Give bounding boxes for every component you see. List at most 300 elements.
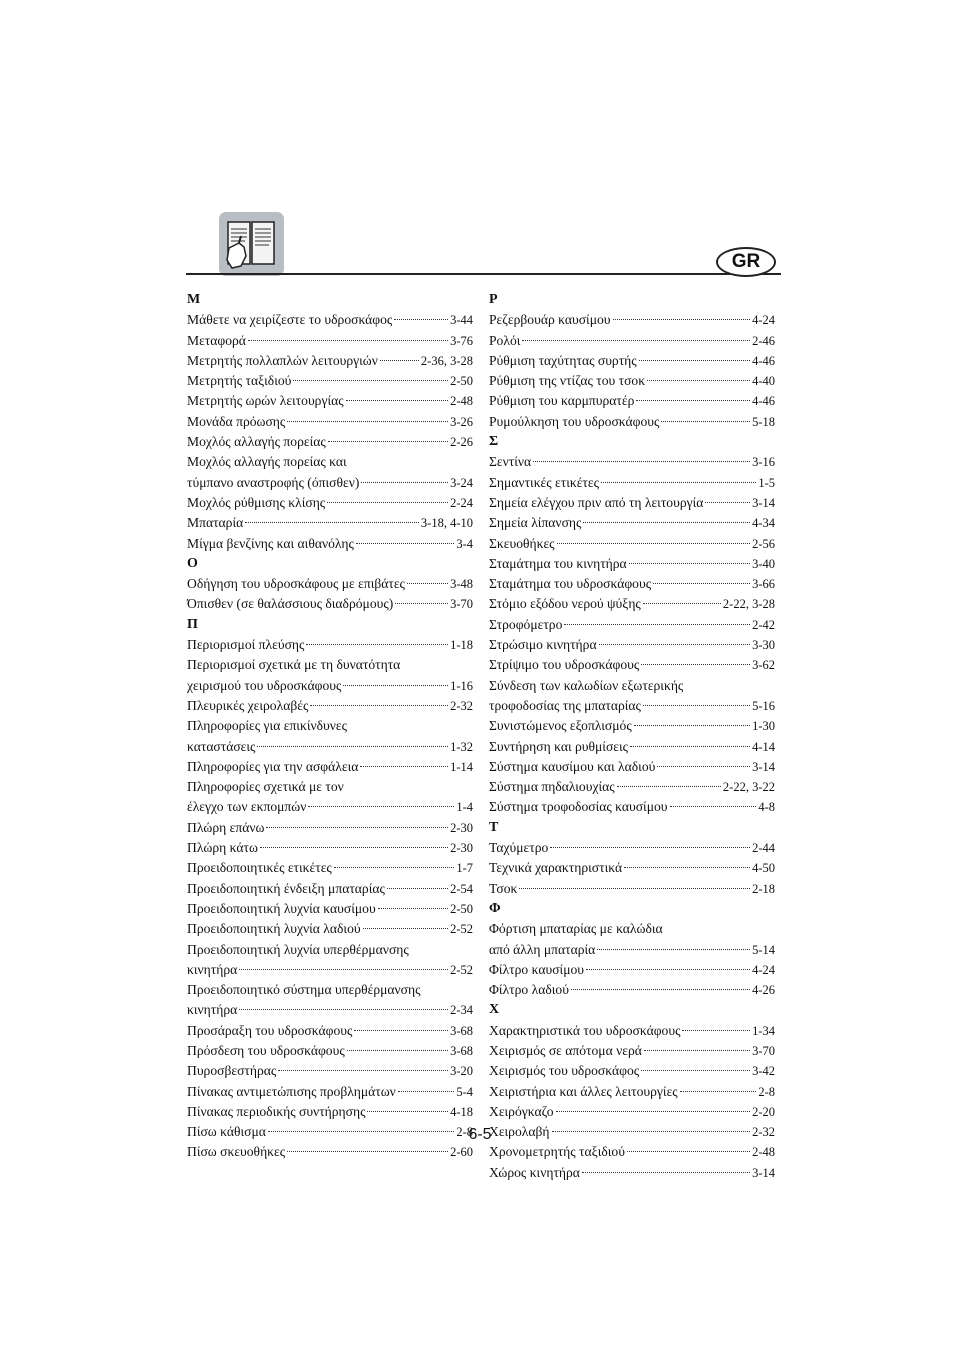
index-entry — [489, 310, 775, 330]
index-entry-text: Προειδοποιητικές ετικέτες — [187, 860, 332, 876]
index-entry-page: 4-24 — [752, 313, 775, 328]
dot-leader — [334, 867, 455, 868]
dot-leader — [670, 806, 757, 807]
dot-leader — [356, 543, 454, 544]
index-entry-page: 5-16 — [752, 698, 775, 713]
index-entry-text: Προειδοποιητική λυχνία καυσίμου — [187, 900, 376, 916]
index-entry-page: 2-36, 3-28 — [420, 353, 473, 368]
index-entry-page: 2-56 — [752, 536, 775, 551]
index-section-letter: Φ — [489, 900, 501, 916]
index-entry-text: Πίσω κάθισμα — [187, 1124, 266, 1140]
index-entry-page: 3-68 — [450, 1023, 473, 1038]
index-entry — [187, 1102, 473, 1122]
index-entry-text: τύμπανο αναστροφής (όπισθεν) — [187, 474, 360, 490]
index-entry — [187, 493, 473, 513]
index-entry — [489, 919, 775, 939]
dot-leader — [647, 380, 750, 381]
dot-leader — [394, 319, 448, 320]
index-entry-text: Μοχλός αλλαγής πορείας — [187, 434, 326, 450]
index-entry-text: Συνιστώμενος εξοπλισμός — [489, 718, 632, 734]
index-entry-page: 1-5 — [758, 475, 775, 490]
index-section-letter: T — [489, 819, 499, 835]
index-section-letter: O — [187, 555, 198, 571]
index-entry-page: 2-52 — [450, 962, 473, 977]
dot-leader — [661, 421, 750, 422]
index-entry — [489, 757, 775, 777]
index-entry-text: Χειρολαβή — [489, 1124, 550, 1140]
index-entry-text: Σημεία ελέγχου πριν από τη λειτουργία — [489, 494, 704, 510]
dot-leader — [597, 949, 750, 950]
index-entry — [187, 371, 473, 391]
index-entry — [187, 594, 473, 614]
index-entry-text: Περιορισμοί πλεύσης — [187, 637, 305, 653]
index-entry-text: Προσάραξη του υδροσκάφους — [187, 1022, 353, 1038]
dot-leader — [630, 746, 750, 747]
index-entry-page: 2-26 — [450, 435, 473, 450]
dot-leader — [583, 522, 750, 523]
index-entry — [489, 1102, 775, 1122]
index-entry-page: 3-40 — [752, 556, 775, 571]
index-entry-text: Ρύθμιση του καρμπυρατέρ — [489, 393, 635, 409]
dot-leader — [629, 563, 750, 564]
index-entry-page: 1-14 — [450, 759, 473, 774]
dot-leader — [306, 644, 448, 645]
index-entry-text: Σύστημα καυσίμου και λαδιού — [489, 758, 656, 774]
index-entry — [187, 412, 473, 432]
index-entry-text: Σταμάτημα του κινητήρα — [489, 555, 627, 571]
dot-leader — [550, 847, 750, 848]
index-entry-text: Πλευρικές χειρολαβές — [187, 697, 309, 713]
index-entry — [489, 1082, 775, 1102]
index-entry-page: 1-4 — [456, 800, 473, 815]
dot-leader — [367, 1111, 448, 1112]
index-entry-text: Σύνδεση των καλωδίων εξωτερικής — [489, 677, 684, 693]
dot-leader — [287, 1151, 448, 1152]
index-entry — [187, 473, 473, 493]
index-entry-page: 5-18 — [752, 414, 775, 429]
dot-leader — [624, 867, 750, 868]
index-entry — [187, 1061, 473, 1081]
index-entry-text: Όπισθεν (σε θαλάσσιους διαδρόμους) — [187, 596, 394, 612]
index-entry — [187, 655, 473, 675]
header-rule — [186, 273, 781, 275]
index-entry — [489, 351, 775, 371]
index-entry-text: Ρυμούλκηση του υδροσκάφους — [489, 413, 660, 429]
index-entry-text: Πίνακας αντιμετώπισης προβλημάτων — [187, 1083, 396, 1099]
index-entry-text: Χειρισμός σε απότομα νερά — [489, 1042, 642, 1058]
index-entry-text: Σημαντικές ετικέτες — [489, 474, 599, 490]
index-entry-text: Στροφόμετρο — [489, 616, 563, 632]
dot-leader — [533, 461, 750, 462]
index-entry-text: Φόρτιση μπαταρίας με καλώδια — [489, 921, 663, 937]
index-entry — [187, 432, 473, 452]
index-entry-page: 3-18, 4-10 — [420, 516, 473, 531]
index-entry — [187, 757, 473, 777]
index-entry-text: Στρίψιμο του υδροσκάφους — [489, 657, 640, 673]
index-entry — [489, 452, 775, 472]
index-entry — [489, 1142, 775, 1162]
index-entry-page: 3-14 — [752, 759, 775, 774]
index-entry-text: Οδήγηση του υδροσκάφους με επιβάτες — [187, 576, 405, 592]
index-entry-page: 4-26 — [752, 983, 775, 998]
dot-leader — [639, 360, 750, 361]
index-entry-text: Χώρος κινητήρα — [489, 1164, 580, 1180]
index-section-letter: Σ — [489, 434, 499, 450]
index-entry — [187, 310, 473, 330]
index-entry-text: έλεγχο των εκπομπών — [187, 799, 307, 815]
index-entry-text: κινητήρα — [187, 1002, 238, 1018]
index-entry-text: Πίσω σκευοθήκες — [187, 1144, 286, 1160]
index-entry-text: Στόμιο εξόδου νερού ψύξης — [489, 596, 641, 612]
index-entry — [489, 655, 775, 675]
index-entry-page: 2-60 — [450, 1145, 473, 1160]
index-entry-page: 2-30 — [450, 820, 473, 835]
dot-leader — [627, 1151, 750, 1152]
index-entry-page: 3-44 — [450, 313, 473, 328]
dot-leader — [522, 340, 750, 341]
dot-leader — [571, 989, 750, 990]
index-entry-text: Προειδοποιητική λυχνία υπερθέρμανσης — [187, 941, 409, 957]
index-entry — [489, 838, 775, 858]
index-entry — [187, 391, 473, 411]
index-entry-text: Σύστημα πηδαλιουχίας — [489, 779, 615, 795]
index-entry-text: Μάθετε να χειρίζεστε το υδροσκάφος — [187, 312, 393, 328]
index-entry-page: 3-16 — [752, 455, 775, 470]
dot-leader — [266, 827, 448, 828]
index-entry-page: 2-8 — [758, 1084, 775, 1099]
index-entry-page: 4-18 — [450, 1104, 473, 1119]
index-entry-text: κινητήρα — [187, 961, 238, 977]
index-entry-text: Πλώρη επάνω — [187, 819, 265, 835]
index-entry-page: 2-48 — [450, 394, 473, 409]
index-entry-text: Προειδοποιητική ένδειξη μπαταρίας — [187, 880, 385, 896]
index-entry — [489, 554, 775, 574]
index-entry — [187, 1041, 473, 1061]
index-entry-page: 3-24 — [450, 475, 473, 490]
dot-leader — [260, 847, 448, 848]
index-entry — [187, 716, 473, 736]
index-entry — [489, 493, 775, 513]
index-entry — [489, 676, 775, 696]
dot-leader — [657, 766, 750, 767]
index-entry — [187, 737, 473, 757]
index-entry-page: 2-34 — [450, 1003, 473, 1018]
index-entry — [187, 919, 473, 939]
index-entry — [489, 1163, 775, 1183]
index-entry — [187, 513, 473, 533]
dot-leader — [293, 380, 448, 381]
index-entry-page: 2-44 — [752, 841, 775, 856]
index-entry — [489, 412, 775, 432]
index-entry-page: 2-50 — [450, 374, 473, 389]
index-entry-text: Μετρητής ωρών λειτουργίας — [187, 393, 344, 409]
dot-leader — [643, 603, 721, 604]
index-entry-text: Τσοκ — [489, 880, 518, 896]
dot-leader — [705, 502, 750, 503]
index-section-letter: M — [187, 292, 201, 307]
index-entry-page: 3-20 — [450, 1064, 473, 1079]
index-section-letter: P — [489, 292, 498, 307]
index-entry-page: 1-7 — [456, 861, 473, 876]
index-entry-text: Μοχλός αλλαγής πορείας και — [187, 454, 347, 470]
dot-leader — [557, 543, 751, 544]
index-entry-page: 5-14 — [752, 942, 775, 957]
index-entry-text: καταστάσεις — [187, 738, 256, 754]
index-entry-page: 1-16 — [450, 678, 473, 693]
index-entry-page: 2-46 — [752, 333, 775, 348]
index-entry-page: 1-18 — [450, 638, 473, 653]
dot-leader — [287, 421, 448, 422]
index-entry-page: 3-70 — [450, 597, 473, 612]
dot-leader — [641, 664, 750, 665]
index-entry-page: 3-48 — [450, 577, 473, 592]
index-entry — [489, 615, 775, 635]
index-entry-page: 3-62 — [752, 658, 775, 673]
index-entry — [489, 1061, 775, 1081]
index-entry-page: 2-8 — [456, 1125, 473, 1140]
dot-leader — [363, 928, 448, 929]
dot-leader — [387, 888, 448, 889]
index-entry-page: 2-18 — [752, 881, 775, 896]
index-entry-page: 2-22, 3-22 — [722, 780, 775, 795]
index-entry-page: 3-30 — [752, 638, 775, 653]
index-entry-page: 2-42 — [752, 617, 775, 632]
index-entry-text: Μοχλός ρύθμισης κλίσης — [187, 494, 326, 510]
index-entry-text: Πληροφορίες για την ασφάλεια — [187, 758, 359, 774]
dot-leader — [380, 360, 419, 361]
dot-leader — [346, 400, 448, 401]
index-entry-page: 2-50 — [450, 901, 473, 916]
index-entry-page: 4-46 — [752, 353, 775, 368]
index-entry-page: 2-30 — [450, 841, 473, 856]
index-entry — [187, 534, 473, 554]
index-entry-text: Μίγμα βενζίνης και αιθανόλης — [187, 535, 354, 551]
dot-leader — [636, 400, 750, 401]
index-entry-page: 3-14 — [752, 1165, 775, 1180]
index-entry-text: Ρεζερβουάρ καυσίμου — [489, 312, 611, 328]
index-entry-text: Περιορισμοί σχετικά με τη δυνατότητα — [187, 657, 401, 673]
index-section-letter: Π — [187, 616, 198, 632]
dot-leader — [634, 725, 750, 726]
index-entry-page: 4-24 — [752, 962, 775, 977]
index-entry-text: Προειδοποιητικό σύστημα υπερθέρμανσης — [187, 982, 421, 998]
index-column-right — [489, 290, 775, 1183]
index-entry — [187, 940, 473, 960]
dot-leader — [343, 685, 448, 686]
index-entry-text: Συντήρηση και ρυθμίσεις — [489, 738, 629, 754]
dot-leader — [586, 969, 750, 970]
dot-leader — [398, 1091, 455, 1092]
index-entry — [489, 594, 775, 614]
index-entry — [187, 1000, 473, 1020]
dot-leader — [617, 786, 721, 787]
dot-leader — [644, 1050, 750, 1051]
language-badge: GR — [716, 247, 776, 277]
index-entry — [187, 980, 473, 1000]
index-entry — [489, 635, 775, 655]
index-entry — [187, 1142, 473, 1162]
index-entry-text: Σεντίνα — [489, 454, 532, 470]
dot-leader — [653, 583, 750, 584]
index-entry — [489, 797, 775, 817]
dot-leader — [599, 644, 751, 645]
index-entry — [187, 574, 473, 594]
dot-leader — [361, 482, 448, 483]
dot-leader — [407, 583, 448, 584]
dot-leader — [360, 766, 448, 767]
index-entry-text: Χαρακτηριστικά του υδροσκάφους — [489, 1022, 681, 1038]
index-entry-text: Μεταφορά — [187, 332, 246, 348]
index-entry-page: 1-30 — [752, 719, 775, 734]
index-entry — [489, 391, 775, 411]
index-entry — [489, 879, 775, 899]
index-entry-text: τροφοδοσίας της μπαταρίας — [489, 697, 641, 713]
index-entry-page: 4-46 — [752, 394, 775, 409]
index-entry-text: Φίλτρο λαδιού — [489, 982, 569, 998]
index-entry-page: 3-14 — [752, 495, 775, 510]
index-entry-text: Μπαταρία — [187, 515, 244, 531]
dot-leader — [680, 1091, 757, 1092]
index-entry-page: 4-8 — [758, 800, 775, 815]
dot-leader — [239, 1009, 448, 1010]
index-entry — [489, 960, 775, 980]
dot-leader — [327, 502, 448, 503]
index-entry — [187, 331, 473, 351]
index-entry — [489, 1021, 775, 1041]
dot-leader — [310, 705, 448, 706]
manual-reading-hand-icon — [219, 212, 284, 276]
index-entry — [489, 737, 775, 757]
index-entry — [489, 696, 775, 716]
index-entry-page: 2-24 — [450, 495, 473, 510]
dot-leader — [257, 746, 448, 747]
dot-leader — [601, 482, 756, 483]
index-entry-page: 2-22, 3-28 — [722, 597, 775, 612]
index-entry-page: 4-50 — [752, 861, 775, 876]
dot-leader — [245, 522, 419, 523]
index-entry — [187, 879, 473, 899]
index-entry-text: Χειρισμός του υδροσκάφος — [489, 1063, 640, 1079]
index-entry-text: Πληροφορίες σχετικά με τον — [187, 779, 344, 795]
index-entry-page: 1-32 — [450, 739, 473, 754]
index-entry — [489, 331, 775, 351]
dot-leader — [239, 969, 448, 970]
index-entry-text: χειρισμού του υδροσκάφους — [187, 677, 342, 693]
index-entry — [187, 676, 473, 696]
index-section-letter: X — [489, 1002, 500, 1018]
index-entry — [187, 696, 473, 716]
index-entry — [187, 818, 473, 838]
index-entry-page: 3-68 — [450, 1043, 473, 1058]
index-entry-page: 4-14 — [752, 739, 775, 754]
dot-leader — [641, 1070, 750, 1071]
index-entry-page: 3-26 — [450, 414, 473, 429]
index-entry-text: Στρώσιμο κινητήρα — [489, 637, 597, 653]
index-entry — [489, 371, 775, 391]
dot-leader — [682, 1030, 750, 1031]
index-entry-text: Μονάδα πρόωσης — [187, 413, 286, 429]
dot-leader — [395, 603, 448, 604]
dot-leader — [248, 340, 448, 341]
index-entry — [187, 858, 473, 878]
index-entry-page: 3-42 — [752, 1064, 775, 1079]
dot-leader — [308, 806, 454, 807]
index-entry-page: 3-66 — [752, 577, 775, 592]
index-entry — [187, 452, 473, 472]
index-entry-text: Χειρόγκαζο — [489, 1103, 554, 1119]
index-entry-text: Πλώρη κάτω — [187, 840, 258, 856]
index-entry-page: 4-40 — [752, 374, 775, 389]
dot-leader — [643, 705, 750, 706]
index-entry-text: Ρολόι — [489, 332, 521, 348]
dot-leader — [519, 888, 750, 889]
dot-leader — [613, 319, 751, 320]
index-entry — [187, 635, 473, 655]
index-entry-page: 2-52 — [450, 922, 473, 937]
index-entry-text: Φίλτρο καυσίμου — [489, 961, 585, 977]
index-entry-text: Χρονομετρητής ταξιδιού — [489, 1144, 625, 1160]
index-entry — [489, 777, 775, 797]
index-entry-text: Προειδοποιητική λυχνία λαδιού — [187, 921, 361, 937]
index-entry — [489, 940, 775, 960]
index-entry — [187, 1021, 473, 1041]
index-entry — [187, 960, 473, 980]
dot-leader — [564, 624, 750, 625]
index-entry-text: Σταμάτημα του υδροσκάφους — [489, 576, 652, 592]
page-number: 6-5 — [468, 1126, 492, 1143]
index-entry — [187, 838, 473, 858]
index-entry-text: Χειριστήρια και άλλες λειτουργίες — [489, 1083, 678, 1099]
index-entry-text: Σκευοθήκες — [489, 535, 555, 551]
dot-leader — [328, 441, 448, 442]
index-entry-text: Σημεία λίπανσης — [489, 515, 582, 531]
index-entry-text: Μετρητής πολλαπλών λειτουργιών — [187, 352, 378, 368]
index-entry-text: Μετρητής ταξιδιού — [187, 373, 292, 389]
index-entry — [489, 534, 775, 554]
index-entry-text: από άλλη μπαταρία — [489, 941, 596, 957]
index-entry-text: Σύστημα τροφοδοσίας καυσίμου — [489, 799, 668, 815]
dot-leader — [278, 1070, 448, 1071]
index-entry-page: 3-76 — [450, 333, 473, 348]
index-entry-text: Πρόσδεση του υδροσκάφους — [187, 1042, 345, 1058]
index-entry-page: 2-20 — [752, 1104, 775, 1119]
index-entry — [489, 513, 775, 533]
index-entry-page: 2-32 — [450, 698, 473, 713]
index-entry-page: 5-4 — [456, 1084, 473, 1099]
index-column-left — [187, 290, 473, 1163]
index-entry-page: 2-32 — [752, 1125, 775, 1140]
index-entry — [489, 980, 775, 1000]
index-entry — [489, 1041, 775, 1061]
index-entry-text: Ρύθμιση ταχύτητας συρτής — [489, 352, 637, 368]
index-entry-text: Ταχύμετρο — [489, 840, 549, 856]
index-entry-text: Πληροφορίες για επικίνδυνες — [187, 718, 347, 734]
index-entry — [187, 797, 473, 817]
dot-leader — [347, 1050, 448, 1051]
index-entry — [187, 1082, 473, 1102]
index-entry-page: 1-34 — [752, 1023, 775, 1038]
index-entry-page: 3-4 — [456, 536, 473, 551]
index-entry — [187, 351, 473, 371]
index-entry-page: 4-34 — [752, 516, 775, 531]
index-entry-text: Πυροσβεστήρας — [187, 1063, 277, 1079]
dot-leader — [378, 908, 448, 909]
index-entry — [187, 777, 473, 797]
index-entry — [489, 473, 775, 493]
dot-leader — [582, 1172, 750, 1173]
index-entry — [489, 858, 775, 878]
index-entry — [489, 574, 775, 594]
